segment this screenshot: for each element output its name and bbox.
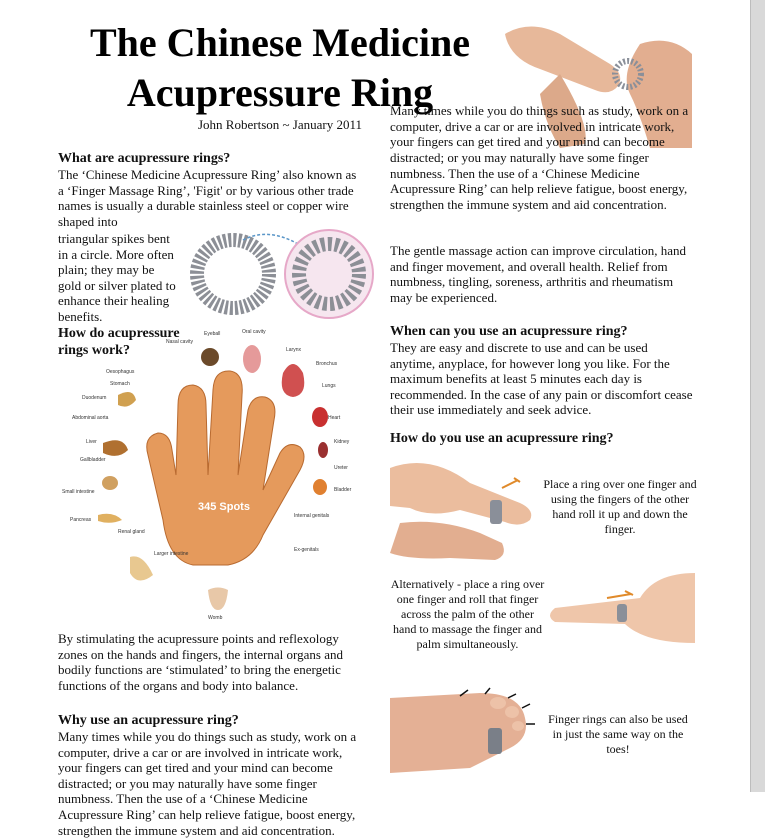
label-ureter: Ureter bbox=[334, 465, 348, 471]
label-bladder: Bladder bbox=[334, 487, 352, 493]
palm-roll-photo bbox=[545, 568, 695, 648]
step1-caption: Place a ring over one finger and using the fingers of the other hand roll it up and down the finger. bbox=[543, 477, 697, 536]
document-title: The Chinese Medicine Acupressure Ring bbox=[90, 20, 470, 115]
step3-caption: Finger rings can also be used in just the same way on the toes! bbox=[548, 712, 688, 756]
label-small-intestine: Small intestine bbox=[62, 489, 95, 495]
label-lungs: Lungs bbox=[322, 383, 336, 389]
label-larynx: Larynx bbox=[286, 347, 302, 353]
ring-illustration bbox=[188, 222, 372, 326]
heading-how-use: How do you use an acupressure ring? bbox=[390, 431, 614, 446]
label-duodenum: Duodenum bbox=[82, 395, 107, 401]
label-heart: Heart bbox=[328, 415, 341, 421]
heading-how-work: How do acupressure rings work? bbox=[58, 326, 180, 358]
label-oesophagus: Oesophagus bbox=[106, 369, 135, 375]
label-eyeball: Eyeball bbox=[204, 331, 221, 337]
heading-why: Why use an acupressure ring? bbox=[58, 713, 239, 728]
label-internal-genitals: Internal genitals bbox=[294, 513, 330, 519]
section-what bbox=[58, 150, 362, 229]
hand-reflexology-diagram bbox=[58, 325, 368, 620]
why-body-right: Many times while you do things such as study, work on a computer, drive a car or are involved in intricate work, your fingers can get tired and your mind can become distracted; or you may naturally have some finger numbness. Then the use of a ‘Chinese Medicine Acupressure Ring’ can help relieve fatigue, boost energy, strengthen the immune system and aid concentration. bbox=[390, 103, 689, 212]
what-rest-text: triangular spikes bent in a circle. More often plain; they may be gold or silver plated to enhance their healing benefits. bbox=[58, 231, 176, 324]
how-work-body: By stimulating the acupressure points and reflexology zones on the hands and fingers, the internal organs and bodily functions are ‘stimulated’ to bring the energetic functions of the organs and body into balance. bbox=[58, 631, 343, 693]
label-nasal: Nasal cavity bbox=[166, 339, 193, 345]
label-ex-genitals: Ex-genitals bbox=[294, 547, 319, 553]
finger-ring-photo bbox=[390, 448, 540, 566]
when-body: They are easy and discrete to use and can be used anytime, anyplace, for however long you like. For the maximum benefits at least 5 minutes each day is recommended. In the case of any pain or discomfort cease their use immediately and seek advice. bbox=[390, 340, 693, 418]
label-aorta: Abdominal aorta bbox=[72, 415, 109, 421]
label-renal-gland: Renal gland bbox=[118, 529, 145, 535]
page-edge bbox=[750, 0, 765, 792]
section-how-use bbox=[390, 430, 694, 447]
label-large-intestine: Larger intestine bbox=[154, 551, 189, 557]
why-body-left: Many times while you do things such as study, work on a computer, drive a car or are involved in intricate work, your fingers can get tired and your mind can become distracted; or you may naturally have some finger numbness. Then the use of a ‘Chinese Medicine Acupressure Ring’ can help relieve fatigue, boost energy, strengthen the immune system and aid concentration. bbox=[58, 729, 357, 838]
heading-what: What are acupressure rings? bbox=[58, 151, 231, 166]
toe-ring-photo bbox=[390, 688, 540, 778]
label-womb: Womb bbox=[208, 615, 223, 621]
label-oral: Oral cavity bbox=[242, 329, 266, 335]
massage-text: The gentle massage action can improve circulation, hand and finger movement, and overall health. Relief from numbness, tingling, soreness, arthritis and rheumatism may be experienced. bbox=[390, 243, 686, 305]
heading-when: When can you use an acupressure ring? bbox=[390, 324, 628, 339]
label-stomach: Stomach bbox=[110, 381, 130, 387]
label-kidney: Kidney bbox=[334, 439, 350, 445]
step2-caption: Alternatively - place a ring over one finger and roll that finger across the palm of the other hand to massage the finger and palm simultaneously. bbox=[390, 577, 545, 651]
section-when bbox=[390, 323, 694, 418]
label-gallbladder: Gallbladder bbox=[80, 457, 106, 463]
label-liver: Liver bbox=[86, 439, 97, 445]
spots-label: 345 Spots bbox=[198, 501, 250, 513]
what-lead-text: The ‘Chinese Medicine Acupressure Ring’ also known as a ‘Finger Massage Ring’, 'Figit' or by various other trade names is usually a durable stainless steel or copper wire shaped into bbox=[58, 167, 357, 229]
section-why bbox=[58, 712, 362, 729]
byline: John Robertson ~ January 2011 bbox=[198, 117, 362, 132]
label-pancreas: Pancreas bbox=[70, 517, 92, 523]
label-bronchus: Bronchus bbox=[316, 361, 338, 367]
